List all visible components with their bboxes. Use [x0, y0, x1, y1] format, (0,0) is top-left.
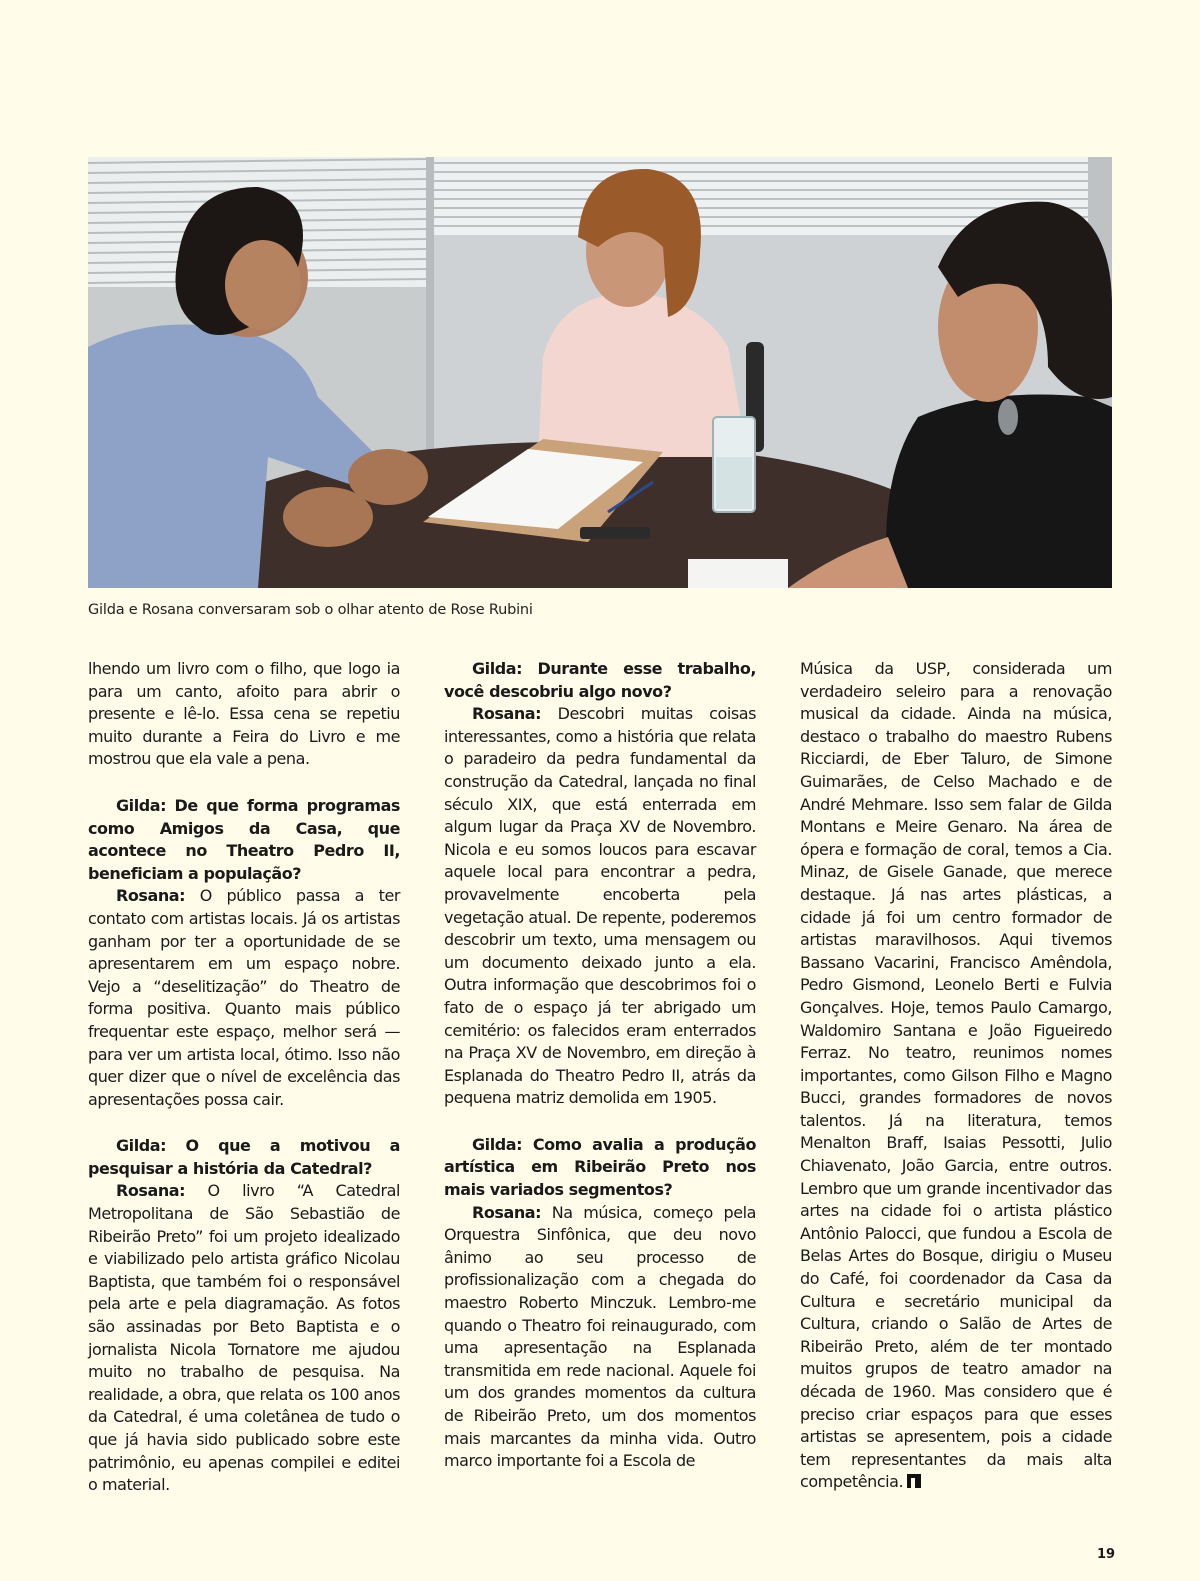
question-heading: Gilda: O que a motivou a pesquisar a história da Catedral?	[88, 1136, 400, 1178]
answer-text: Na música, começo pela Orquestra Sinfônica, que deu novo ânimo ao seu processo de profissionalização com a chegada do maestro Roberto Minczuk. Lembro-me quando o Theatro foi reinaugurado, com uma apresentação na Esplanada transmitida em rede nacional. Aquele foi um dos grandes momentos da cultura de Ribeirão Preto, um dos momentos mais marcantes da minha vida. Outro marco importante foi a Escola de	[444, 1202, 756, 1471]
answer-paragraph	[444, 703, 756, 1110]
question-heading: Gilda: Durante esse trabalho, você descobriu algo novo?	[444, 659, 756, 701]
answer-text: O público passa a ter contato com artistas locais. Já os artistas ganham por ter a oportunidade de se apresentarem em um espaço nobre. Vejo a “deselitização” do Theatro de forma positiva. Quanto mais público frequentar este espaço, melhor será — para ver um artista local, ótimo. Isso não quer dizer que o nível de excelência das apresentações possa cair.	[88, 886, 400, 1109]
question-heading: Gilda: De que forma programas como Amigos da Casa, que acontece no Theatro Pedro II, beneficiam a população?	[88, 795, 400, 883]
speaker-label: Rosana:	[116, 1181, 186, 1201]
answer-paragraph	[88, 885, 400, 1111]
answer-paragraph	[444, 1202, 756, 1473]
end-of-article-icon	[907, 1474, 921, 1488]
text-column-3	[800, 658, 1112, 1494]
speaker-label: Rosana:	[472, 1202, 542, 1222]
text-column-1	[88, 658, 400, 1497]
text-column-2	[444, 658, 756, 1473]
answer-text: Descobri muitas coisas interessantes, como a história que relata o paradeiro da pedra fundamental da construção da Catedral, lançada no final século XIX, que está enterrada em algum lugar da Praça XV de Novembro. Nicola e eu somos loucos para escavar aquele local para encontrar a pedra, provavelmente encoberta pela vegetação atual. De repente, poderemos descobrir um texto, uma mensagem ou um documento deixado junto a ela. Outra informação que descobrimos foi o fato de o espaço já ter abrigado um cemitério: os falecidos eram enterrados na Praça XV de Novembro, em direção à Esplanada do Theatro Pedro II, atrás da pequena matriz demolida em 1905.	[444, 704, 756, 1108]
recorder-device	[580, 527, 650, 539]
speaker-label: Rosana:	[472, 704, 542, 724]
photo-caption: Gilda e Rosana conversaram sob o olhar atento de Rose Rubini	[88, 602, 533, 618]
question-heading: Gilda: Como avalia a produção artística em Ribeirão Preto nos mais variados segmentos?	[444, 1134, 756, 1200]
notepad	[688, 559, 788, 588]
answer-continued	[800, 658, 1112, 1494]
answer-text: Música da USP, considerada um verdadeiro seleiro para a renovação musical da cidade. Ainda na música, destaco o trabalho do maestro Rubens Ricciardi, de Eber Taluro, de Simone Guimarães, de Celso Machado e de André Mehmare. Isso sem falar de Gilda Montans e Meire Genaro. Na área de ópera e formação de coral, temos a Cia. Minaz, de Gisele Ganade, que merece destaque. Já nas artes plásticas, a cidade já foi um centro formador de artistas maravilhosos. Aqui tivemos Bassano Vacarini, Francisco Amêndola, Pedro Gismond, Leonelo Berti e Fulvia Gonçalves. Hoje, temos Paulo Camargo, Waldomiro Santana e João Figueiredo Ferraz. No teatro, reunimos nomes importantes, como Gilson Filho e Magno Bucci, grandes formadores de novos talentos. Já na literatura, temos Menalton Braff, Isaias Pessotti, Julio Chiavenato, João Garcia, entre outros. Lembro que um grande incentivador das artes na cidade foi o artista plástico Antônio Palocci, que fundou a Escola de Belas Artes do Bosque, dirigiu o Museu do Café, foi coordenador da Casa da Cultura e secretário municipal da Cultura, criando o Salão de Artes de Ribeirão Preto, além de ter montado muitos grupos de teatro amador na década de 1960. Mas considero que é preciso criar espaços para que esses artistas se apresentem, pois a cidade tem representantes da mais alta competência.	[800, 659, 1112, 1492]
answer-text: O livro “A Catedral Metropolitana de São Sebastião de Ribeirão Preto” foi um projeto idealizado e viabilizado pelo artista gráfico Nicolau Baptista, que também foi o responsável pela arte e pela diagramação. As fotos são assinadas por Beto Baptista e o jornalista Nicola Tornatore me ajudou muito no trabalho de pesquisa. Na realidade, a obra, que relata os 100 anos da Catedral, é uma coletânea de tudo o que já havia sido publicado sobre este patrimônio, eu apenas compilei e editei o material.	[88, 1181, 400, 1495]
page-number: 19	[1097, 1547, 1116, 1562]
speaker-label: Rosana:	[116, 886, 186, 906]
interview-photo	[88, 157, 1112, 588]
paragraph-continued: lhendo um livro com o filho, que logo ia para um canto, afoito para abrir o presente e lê-lo. Essa cena se repetiu muito durante a Feira do Livro e me mostrou que ela vale a pena.	[88, 659, 400, 769]
answer-paragraph	[88, 1180, 400, 1496]
interview-photo-illustration	[88, 157, 1112, 588]
